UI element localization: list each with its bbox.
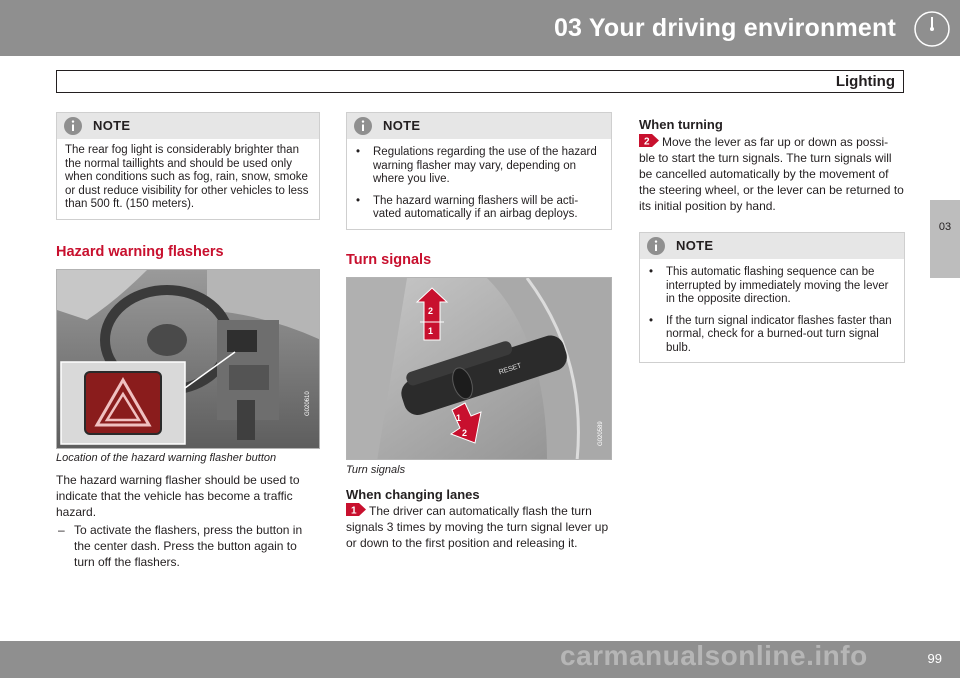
marker-number: 2 bbox=[644, 136, 650, 147]
note-box-fog-light bbox=[56, 112, 320, 220]
list-item: • Regulations regarding the use of the hazard warning flasher may vary, depending on where you live. bbox=[356, 146, 597, 185]
info-icon bbox=[646, 236, 666, 256]
when-turning-paragraph bbox=[639, 134, 905, 214]
arrow-marker-icon bbox=[346, 503, 366, 516]
column-3 bbox=[639, 112, 905, 363]
list-item: • This automatic flashing sequence can be interrupted by immediately moving the lever in the opposite direction. bbox=[649, 266, 889, 305]
arrow-label: 2 bbox=[462, 427, 468, 438]
note-box-turn-signal bbox=[639, 232, 905, 363]
hazard-caption: Location of the hazard warning flasher button bbox=[56, 451, 277, 464]
chapter-side-tab bbox=[930, 200, 960, 278]
note-label: NOTE bbox=[676, 238, 714, 253]
when-turning-subheading: When turning bbox=[639, 117, 723, 132]
figure-code: G020589 bbox=[598, 420, 604, 446]
marker-number: 1 bbox=[351, 505, 357, 516]
figure-code: G020610 bbox=[305, 390, 311, 416]
hazard-figure-illustration bbox=[57, 270, 320, 449]
column-2 bbox=[346, 112, 612, 551]
note-header bbox=[640, 233, 904, 259]
turn-signals-illustration bbox=[347, 278, 612, 460]
arrow-label: 1 bbox=[428, 325, 434, 336]
section-title: Lighting bbox=[835, 73, 895, 90]
note-body: The rear fog light is considerably brighter than the normal taillights and should be used only when conditions such as fog, rain, snow, smoke or dust reduce visibility for other vehicles to less than 500 ft. (150 meters). bbox=[65, 144, 309, 210]
note-header bbox=[347, 113, 611, 139]
chapter-title: 03 Your driving environment bbox=[553, 14, 896, 42]
gauge-icon bbox=[912, 9, 952, 49]
section-bar bbox=[56, 70, 904, 93]
watermark: carmanualsonline.info bbox=[560, 640, 868, 671]
hazard-heading: Hazard warning flashers bbox=[56, 243, 224, 260]
list-item: • If the turn signal indicator flashes faster than normal, check for a burned-out turn signal bulb. bbox=[649, 314, 892, 354]
note-list bbox=[640, 259, 904, 362]
hazard-steps bbox=[56, 522, 320, 570]
column-1 bbox=[56, 112, 320, 570]
changing-lanes-text: The driver can automatically flash the turn signals 3 times by moving the turn signal lever up or down to the first position and releasing it. bbox=[346, 503, 609, 550]
arrow-marker-icon bbox=[639, 134, 659, 147]
page-number: 99 bbox=[927, 651, 942, 666]
note-list bbox=[347, 139, 611, 229]
note-label: NOTE bbox=[93, 118, 131, 133]
info-icon bbox=[63, 116, 83, 136]
hazard-figure bbox=[56, 269, 320, 449]
changing-lanes-subheading: When changing lanes bbox=[346, 486, 480, 502]
turn-signals-heading: Turn signals bbox=[346, 251, 432, 268]
note-header bbox=[57, 113, 319, 139]
turn-signals-figure bbox=[346, 277, 612, 460]
list-item: • The hazard warning flashers will be acti- vated automatically if an airbag deploys. bbox=[356, 194, 579, 220]
arrow-label: 1 bbox=[456, 412, 462, 423]
arrow-label: 2 bbox=[428, 305, 434, 316]
note-box-hazard bbox=[346, 112, 612, 230]
note-label: NOTE bbox=[383, 118, 421, 133]
lever-reset-label: RESET bbox=[498, 361, 523, 376]
chapter-side-tab-label: 03 bbox=[938, 221, 952, 233]
hazard-paragraph: The hazard warning flasher should be used to indicate that the vehicle has become a traffic hazard. bbox=[56, 472, 300, 519]
header-band bbox=[0, 0, 960, 56]
info-icon bbox=[353, 116, 373, 136]
list-item: – To activate the flashers, press the button in the center dash. Press the button again to turn off the flashers. bbox=[58, 522, 303, 569]
turn-signals-caption: Turn signals bbox=[346, 463, 406, 476]
when-turning-text: Move the lever as far up or down as possi- ble to start the turn signals. The turn signals will be cancelled automatically by the movement of the steering wheel, or the lever can be returned to its initial position by hand. bbox=[639, 135, 904, 213]
changing-lanes-paragraph bbox=[346, 503, 612, 551]
